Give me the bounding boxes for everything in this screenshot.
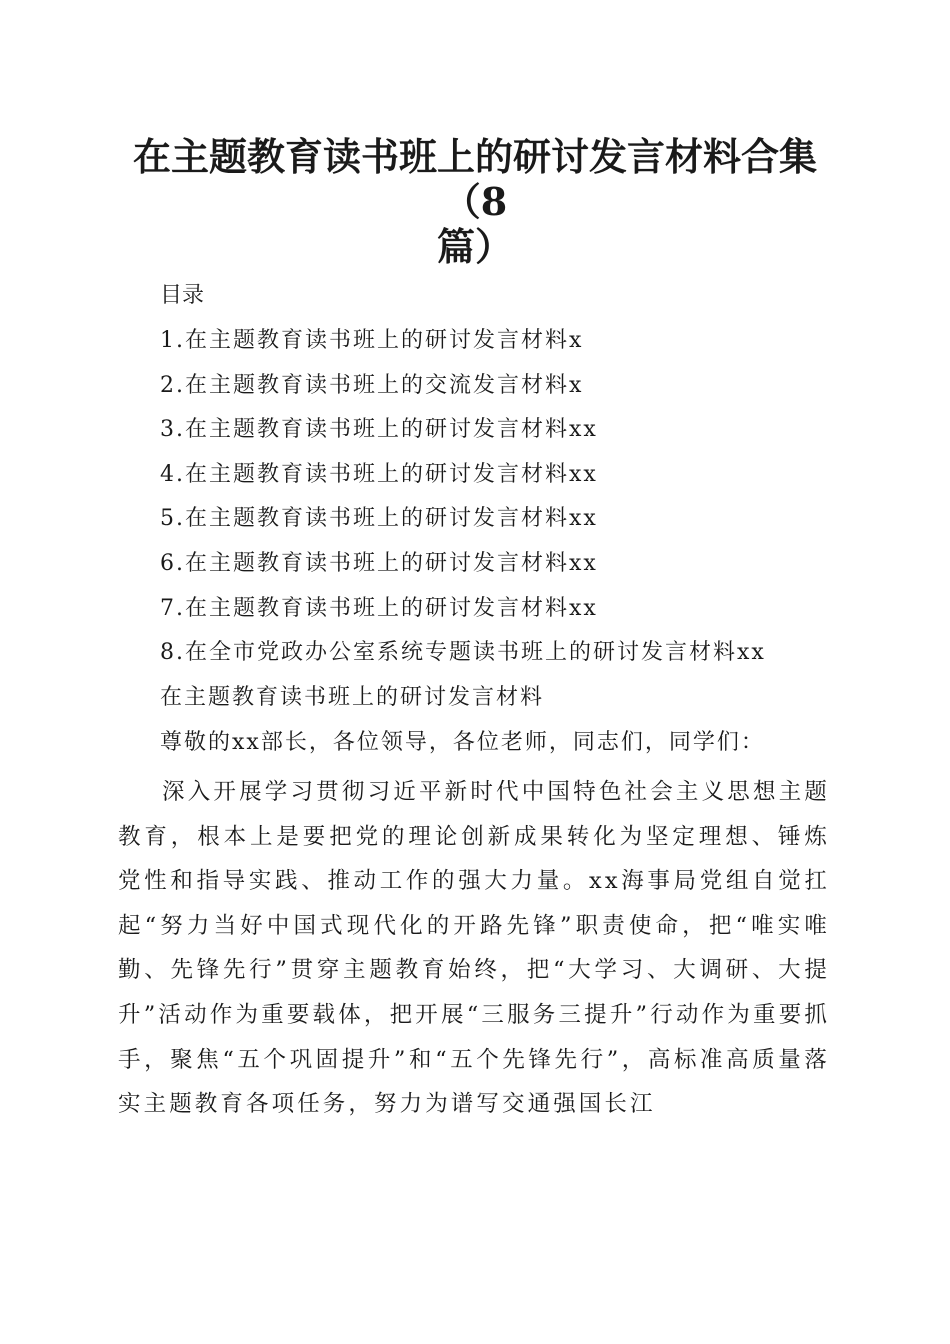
toc-item-6: 6.在主题教育读书班上的研讨发言材料xx bbox=[160, 550, 598, 576]
section-title: 在主题教育读书班上的研讨发言材料 bbox=[160, 685, 545, 710]
toc-item-8: 8.在全市党政办公室系统专题读书班上的研讨发言材料xx bbox=[160, 640, 766, 666]
table-of-contents bbox=[160, 326, 766, 683]
greeting: 尊敬的xx部长，各位领导，各位老师，同志们，同学们： bbox=[160, 730, 765, 755]
toc-item-4: 4.在主题教育读书班上的研讨发言材料xx bbox=[160, 461, 598, 487]
toc-item-5: 5.在主题教育读书班上的研讨发言材料xx bbox=[160, 506, 598, 532]
title-line-1: 在主题教育读书班上的研讨发言材料合集（8 bbox=[132, 134, 817, 224]
document-title bbox=[110, 134, 840, 269]
toc-item-2: 2.在主题教育读书班上的交流发言材料x bbox=[160, 372, 584, 398]
toc-heading: 目录 bbox=[160, 283, 205, 308]
toc-item-3: 3.在主题教育读书班上的研讨发言材料xx bbox=[160, 417, 598, 443]
toc-item-7: 7.在主题教育读书班上的研讨发言材料xx bbox=[160, 595, 598, 621]
body-paragraph: 深入开展学习贯彻习近平新时代中国特色社会主义思想主题教育，根本上是要把党的理论创新成果转化为坚定理想、锤炼党性和指导实践、推动工作的强大力量。xx海事局党组自觉扛起“努力当好中国式现代化的开路先锋”职责使命，把“唯实唯勤、先锋先行”贯穿主题教育始终，把“大学习、大调研、大提升”活动作为重要载体，把开展“三服务三提升”行动作为重要抓手，聚焦“五个巩固提升”和“五个先锋先行”，高标准高质量落实主题教育各项任务，努力为谱写交通强国长江 bbox=[118, 779, 830, 1118]
toc-item-1: 1.在主题教育读书班上的研讨发言材料x bbox=[160, 328, 584, 353]
title-line-2: 篇） bbox=[436, 224, 513, 269]
